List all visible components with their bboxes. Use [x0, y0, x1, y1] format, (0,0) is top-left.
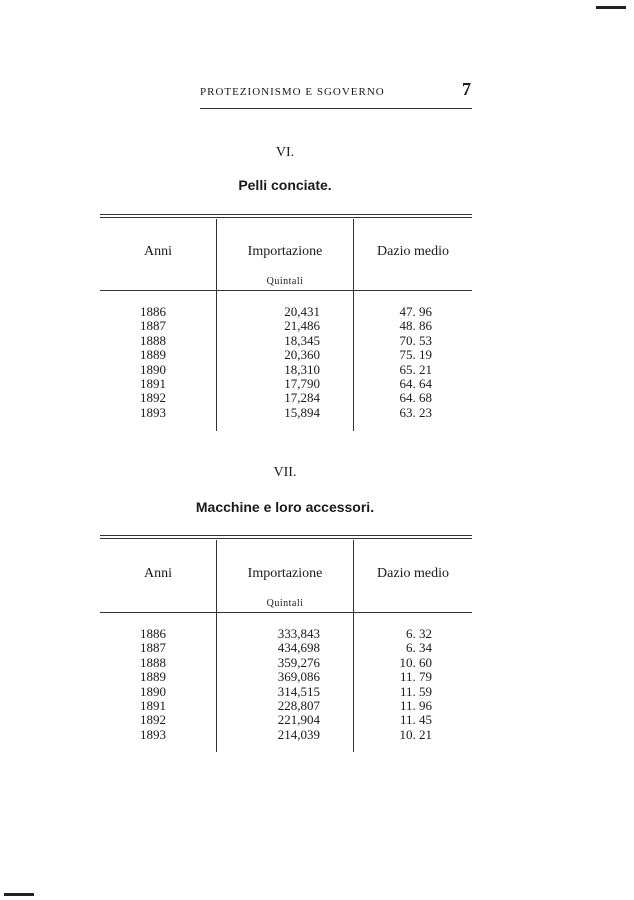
- column-header-anni: Anni: [144, 566, 172, 581]
- table-row-year: 1887: [140, 640, 166, 656]
- column-header-importazione: Importazione: [247, 244, 323, 259]
- table-row-import: 359,276: [277, 654, 320, 670]
- table-row-duty: 75. 19: [399, 347, 432, 363]
- section-number-vii: VII.: [273, 465, 297, 480]
- table-row-year: 1893: [140, 404, 166, 420]
- table-vii-duties: [370, 627, 432, 742]
- table-row-year: 1893: [140, 726, 166, 742]
- table-row-import: 333,843: [277, 626, 320, 641]
- table-vi-duties: [370, 305, 432, 420]
- unit-label: Quintali: [266, 276, 304, 287]
- table-row-duty: 64. 64: [399, 376, 432, 392]
- table-row-duty: 11. 79: [399, 669, 432, 685]
- section-title-pelli-conciate: Pelli conciate.: [238, 177, 332, 193]
- table-vii-top-rule: [100, 535, 472, 536]
- table-row-import: 17,284: [284, 390, 320, 406]
- table-row-year: 1891: [140, 376, 166, 392]
- table-row-duty: 11. 96: [399, 698, 432, 714]
- table-vii-years: [140, 627, 180, 742]
- table-row-year: 1890: [140, 361, 166, 377]
- table-vi-imports: [240, 305, 320, 420]
- column-header-anni: Anni: [144, 244, 172, 259]
- table-row-duty: 10. 60: [399, 654, 432, 670]
- unit-label: Quintali: [266, 598, 304, 609]
- table-vi-top-rule-double: [100, 217, 472, 218]
- running-title: PROTEZIONISMO E SGOVERNO: [200, 86, 385, 98]
- table-row-duty: 47. 96: [399, 304, 432, 319]
- table-row-duty: 6. 34: [406, 640, 432, 656]
- table-row-duty: 6. 32: [406, 626, 432, 641]
- table-row-duty: 70. 53: [399, 332, 432, 348]
- table-row-duty: 63. 23: [399, 404, 432, 420]
- table-row-import: 18,345: [284, 332, 320, 348]
- section-title-macchine: Macchine e loro accessori.: [195, 499, 375, 515]
- scan-edge-mark-top: [596, 6, 626, 9]
- table-row-import: 20,360: [284, 347, 320, 363]
- table-vi-top-rule: [100, 214, 472, 215]
- page-number: 7: [462, 79, 471, 99]
- table-row-year: 1892: [140, 390, 166, 406]
- table-row-import: 20,431: [284, 304, 320, 319]
- table-row-import: 434,698: [277, 640, 320, 656]
- table-row-year: 1889: [140, 669, 166, 685]
- table-row-year: 1892: [140, 712, 166, 728]
- table-row-year: 1888: [140, 332, 166, 348]
- table-row-import: 18,310: [284, 361, 320, 377]
- table-vi-years: [140, 305, 180, 420]
- table-row-year: 1886: [140, 626, 166, 641]
- table-row-year: 1886: [140, 304, 166, 319]
- table-row-year: 1891: [140, 698, 166, 714]
- table-vii-imports: [235, 627, 320, 742]
- table-row-year: 1889: [140, 347, 166, 363]
- table-vii-header-rule: [100, 612, 472, 613]
- table-row-year: 1888: [140, 654, 166, 670]
- table-row-import: 369,086: [277, 669, 320, 685]
- table-row-duty: 10. 21: [399, 726, 432, 742]
- table-row-import: 21,486: [284, 318, 320, 334]
- table-vii-top-rule-double: [100, 538, 472, 539]
- table-row-year: 1887: [140, 318, 166, 334]
- table-row-import: 15,894: [284, 404, 320, 420]
- table-row-import: 314,515: [277, 683, 320, 699]
- table-row-import: 228,807: [277, 698, 320, 714]
- table-row-year: 1890: [140, 683, 166, 699]
- table-vi-header-rule: [100, 290, 472, 291]
- header-rule: [200, 108, 472, 109]
- table-row-duty: 65. 21: [399, 361, 432, 377]
- scan-edge-mark-bottom: [4, 893, 34, 896]
- column-header-dazio-medio: Dazio medio: [377, 244, 449, 259]
- table-row-duty: 11. 59: [399, 683, 432, 699]
- table-row-duty: 11. 45: [399, 712, 432, 728]
- table-row-import: 17,790: [284, 376, 320, 392]
- table-row-import: 214,039: [277, 726, 320, 742]
- section-number-vi: VI.: [275, 145, 295, 160]
- table-row-duty: 64. 68: [399, 390, 432, 406]
- column-header-dazio-medio: Dazio medio: [377, 566, 449, 581]
- table-row-import: 221,904: [277, 712, 320, 728]
- column-header-importazione: Importazione: [247, 566, 323, 581]
- table-row-duty: 48. 86: [399, 318, 432, 334]
